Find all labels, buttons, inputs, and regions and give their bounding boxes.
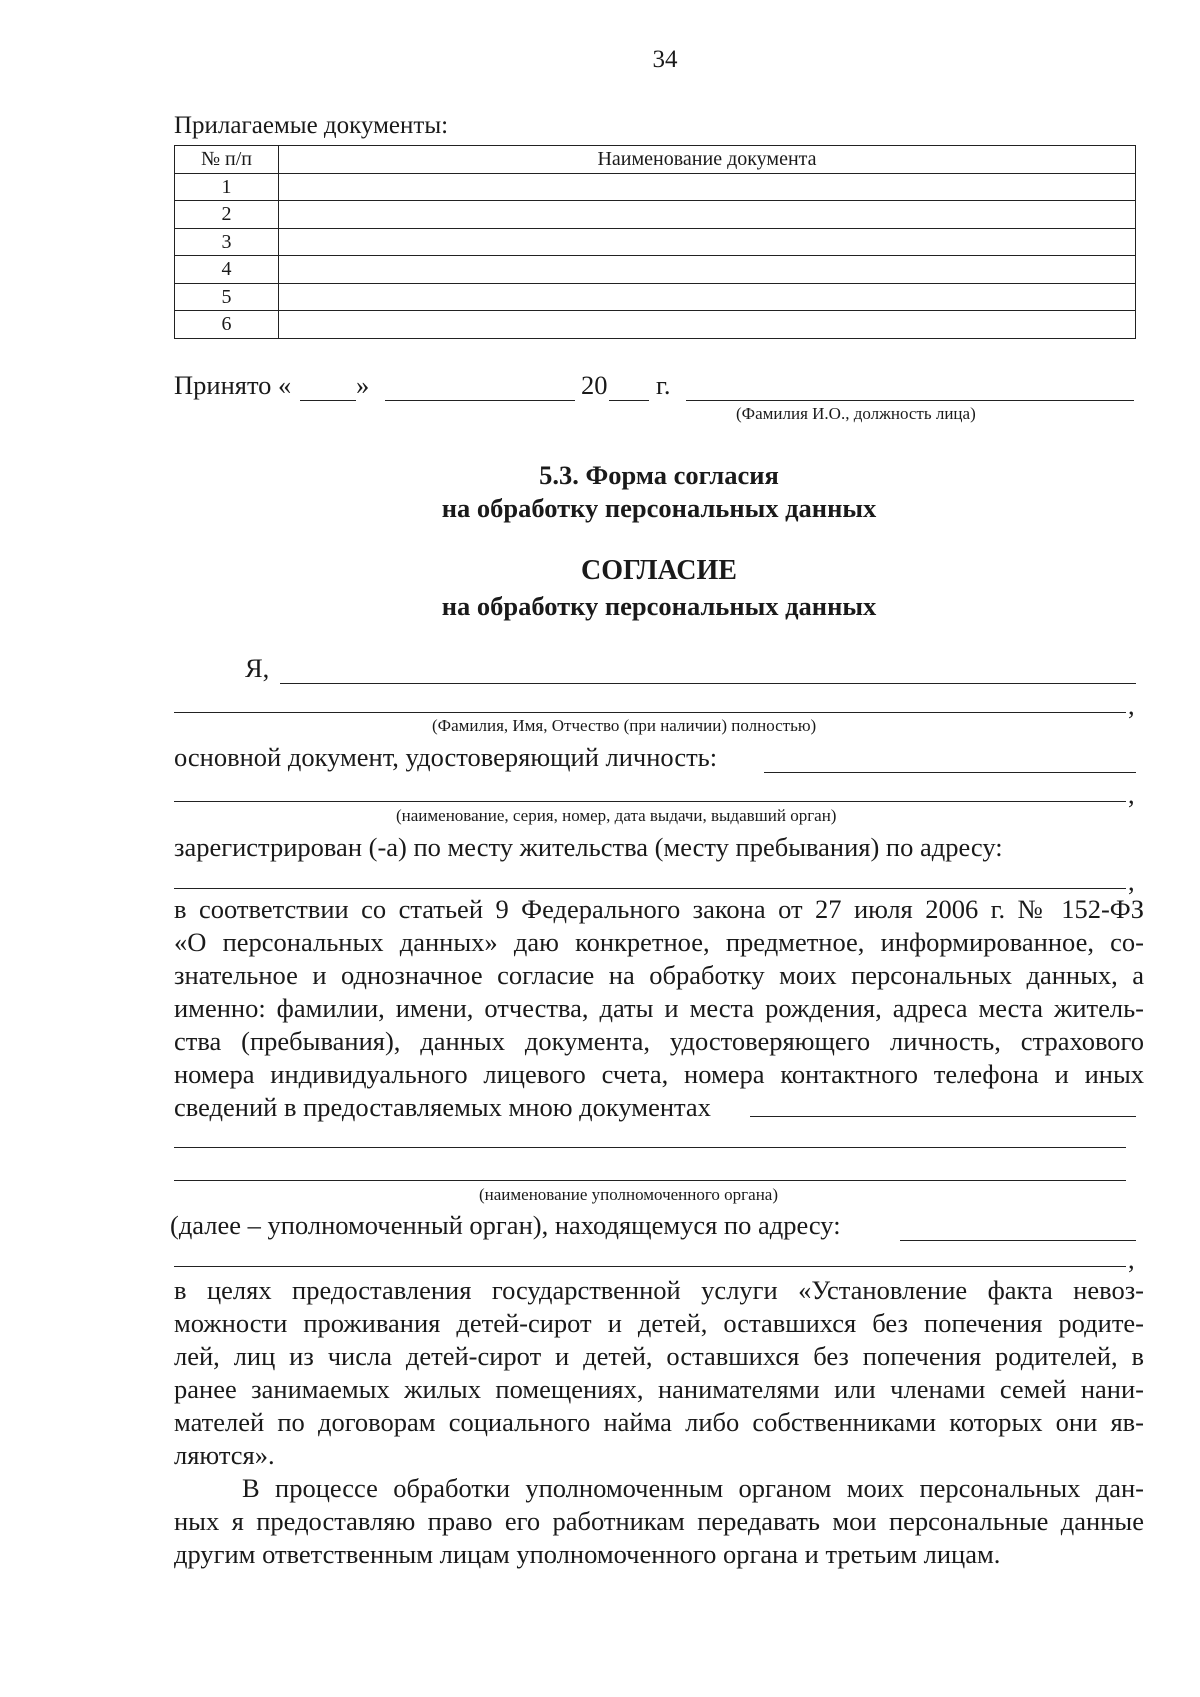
table-row [175,283,1136,311]
provided-documents-field-line2[interactable] [174,1147,1126,1148]
consent-paragraph-1 [174,893,1144,1124]
row-number: 3 [175,228,279,256]
column-header-document-name: Наименование документа [279,146,1136,174]
organ-address-field-line1[interactable] [900,1240,1136,1241]
registered-address-label: зарегистрирован (-а) по месту жительства (месту пребывания) по адресу: [174,832,1003,862]
accepted-day-field[interactable] [300,400,356,401]
paragraph-line: в целях предоставления государственной услуги «Установление факта невоз- [174,1275,1144,1305]
accepted-signatory-field[interactable] [686,400,1134,401]
document-name-cell[interactable] [279,256,1136,284]
fio-comma: , [1128,690,1135,720]
table-row [175,256,1136,284]
fio-caption: (Фамилия, Имя, Отчество (при наличии) полностью) [432,716,817,735]
row-number: 4 [175,256,279,284]
fio-field-line1[interactable] [280,683,1136,684]
paragraph-line: В процессе обработки уполномоченным органом моих персональных дан- [242,1473,1144,1503]
row-number: 5 [175,283,279,311]
accepted-year-prefix: 20 [581,370,608,400]
page-number: 34 [652,46,678,73]
paragraph-line: именно: фамилии, имени, отчества, даты и места рождения, адреса места житель- [174,993,1144,1023]
paragraph-line: «О персональных данных» даю конкретное, предметное, информированное, со- [174,927,1144,957]
paragraph-line: мателей по договорам социального найма либо собственниками которых они яв- [174,1407,1144,1437]
organ-address-field-line2[interactable] [174,1266,1126,1267]
paragraph-line: ранее занимаемых жилых помещениях, нанимателями или членами семей нани- [174,1374,1144,1404]
document-name-cell[interactable] [279,173,1136,201]
authorized-organ-caption: (наименование уполномоченного органа) [479,1185,779,1204]
paragraph-line: знательное и однозначное согласие на обработку моих персональных данных, а [174,960,1144,990]
accepted-year-field[interactable] [609,400,649,401]
table-row [175,201,1136,229]
accepted-month-field[interactable] [385,400,575,401]
paragraph-line: номера индивидуального лицевого счета, номера контактного телефона и иных [174,1059,1144,1089]
registered-address-field[interactable] [174,888,1126,889]
identity-document-label: основной документ, удостоверяющий личность: [174,742,718,772]
paragraph-line: сведений в предоставляемых мною документах [174,1092,711,1122]
section-title: 5.3. Форма согласия [539,460,779,490]
table-row [175,311,1136,339]
paragraph-line: лей, лиц из числа детей-сирот и детей, оставшихся без попечения родителей, в [174,1341,1144,1371]
paragraph-line: другим ответственным лицам уполномоченного органа и третьим лицам. [174,1539,1001,1569]
section-subtitle: на обработку персональных данных [441,493,877,523]
accepted-quote-close: » [356,370,370,400]
paragraph-line: ных я предоставляю право его работникам передавать мои персональные данные [174,1506,1144,1536]
row-number: 6 [175,311,279,339]
organ-address-label: (далее – уполномоченный орган), находящемуся по адресу: [170,1210,841,1240]
authorized-organ-field[interactable] [174,1180,1126,1181]
accepted-signatory-caption: (Фамилия И.О., должность лица) [736,404,976,423]
row-number: 1 [175,173,279,201]
document-name-cell[interactable] [279,311,1136,339]
consent-title: СОГЛАСИЕ [581,555,737,586]
paragraph-line: в соответствии со статьей 9 Федерального закона от 27 июля 2006 г. № 152-ФЗ [174,894,1144,924]
table-row [175,173,1136,201]
accepted-label: Принято « [174,370,292,400]
consent-paragraph-2 [174,1274,1144,1472]
provided-documents-field-line1[interactable] [750,1116,1136,1117]
accepted-year-suffix: г. [656,370,671,400]
paragraph-line: ства (пребывания), данных документа, удостоверяющего личность, страхового [174,1026,1144,1056]
row-number: 2 [175,201,279,229]
identity-document-field-line1[interactable] [764,772,1136,773]
paragraph-line: можности проживания детей-сирот и детей, оставшихся без попечения родите- [174,1308,1144,1338]
identity-document-field-line2[interactable] [174,801,1126,802]
document-name-cell[interactable] [279,201,1136,229]
consent-paragraph-3 [174,1472,1144,1571]
identity-document-comma: , [1128,779,1135,809]
attachments-heading: Прилагаемые документы: [174,112,449,139]
table-row [175,228,1136,256]
attachments-table [174,145,1136,339]
document-name-cell[interactable] [279,283,1136,311]
organ-address-comma: , [1128,1244,1135,1274]
identity-document-caption: (наименование, серия, номер, дата выдачи, выдавший орган) [396,806,837,825]
i-label: Я, [245,653,270,683]
document-name-cell[interactable] [279,228,1136,256]
paragraph-line: ляются». [174,1440,275,1470]
fio-field-line2[interactable] [174,712,1126,713]
registered-address-comma: , [1128,866,1135,896]
consent-subtitle: на обработку персональных данных [441,591,877,621]
table-header-row [175,146,1136,174]
column-header-number: № п/п [175,146,279,174]
